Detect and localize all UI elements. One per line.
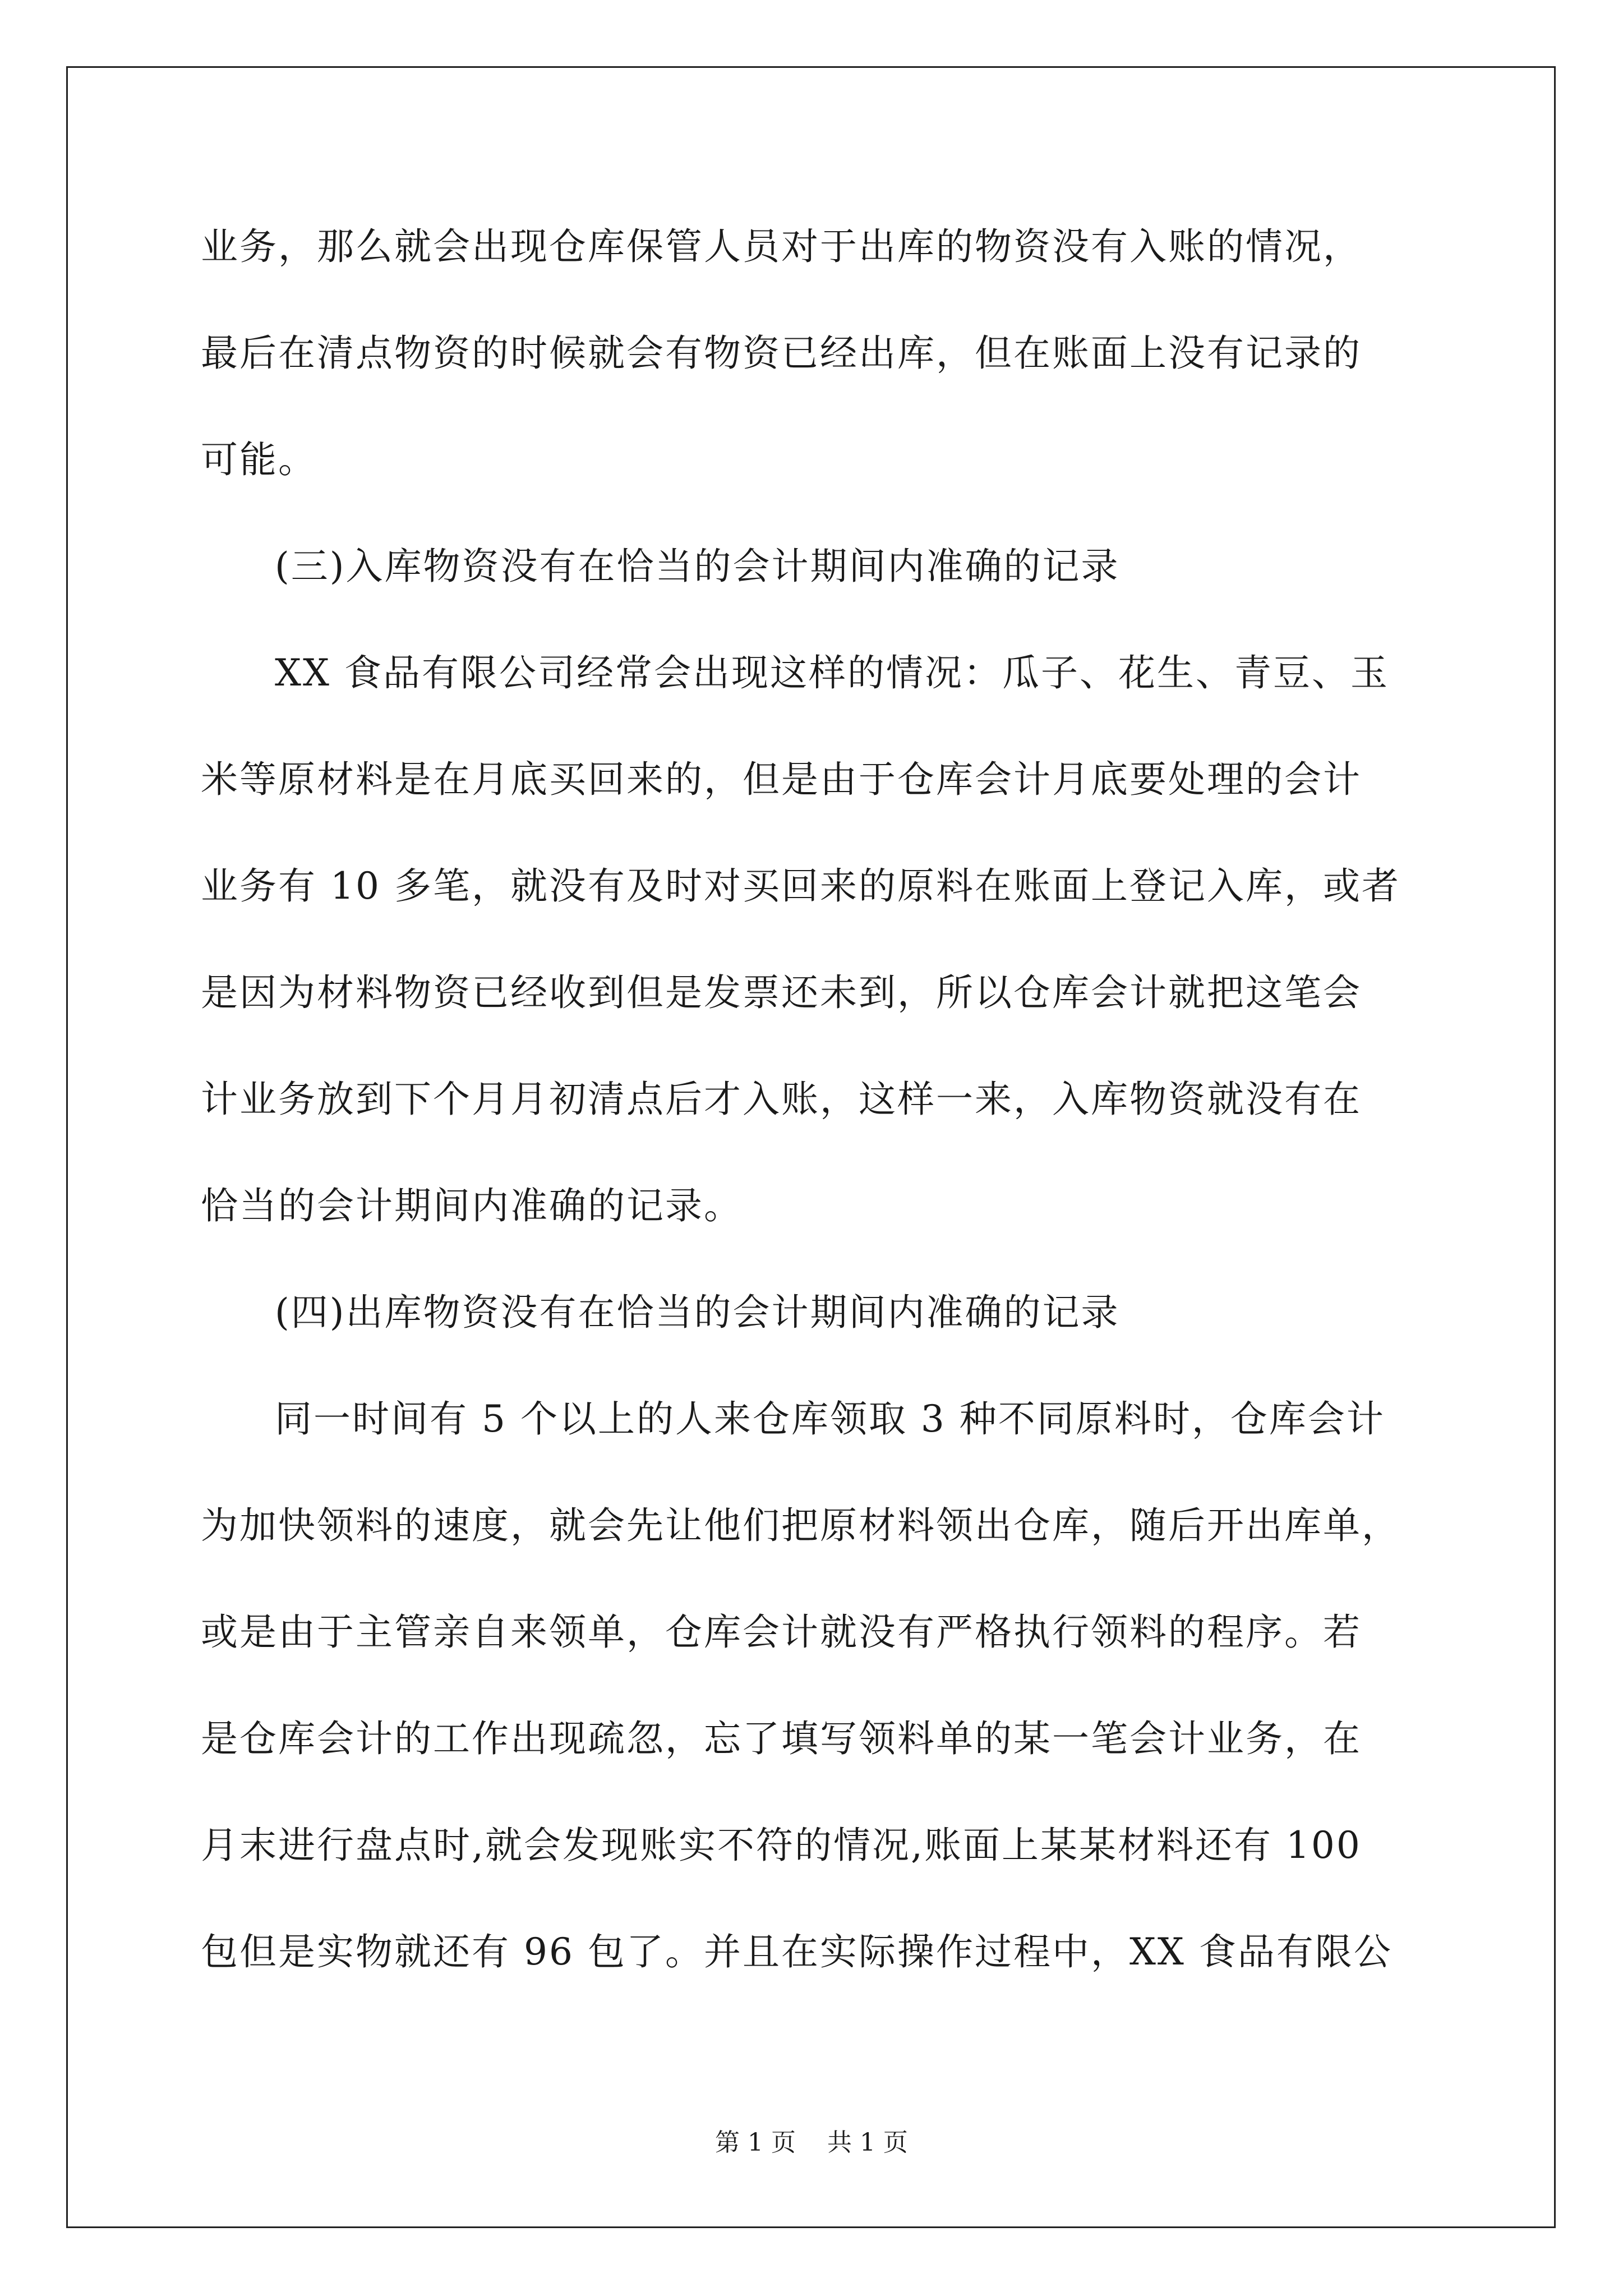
text-line: XX 食品有限公司经常会出现这样的情况：瓜子、花生、青豆、玉: [275, 651, 1389, 694]
text-line: 可能。: [201, 438, 317, 481]
text-line: 为加快领料的速度，就会先让他们把原材料领出仓库，随后开出库单，: [201, 1504, 1400, 1547]
text-line: 米等原材料是在月底买回来的，但是由于仓库会计月底要处理的会计: [201, 758, 1362, 801]
text-line: 是因为材料物资已经收到但是发票还未到，所以仓库会计就把这笔会: [201, 971, 1362, 1014]
text-line: 月末进行盘点时,就会发现账实不符的情况,账面上某某材料还有 100: [201, 1824, 1362, 1867]
text-line: 同一时间有 5 个以上的人来仓库领取 3 种不同原料时，仓库会计: [275, 1397, 1385, 1441]
text-line: 业务有 10 多笔，就没有及时对买回来的原料在账面上登记入库，或者: [201, 864, 1400, 908]
document-body: [201, 194, 1446, 2005]
section-heading: (四)出库物资没有在恰当的会计期间内准确的记录: [275, 1291, 1120, 1334]
text-line: 或是由于主管亲自来领单，仓库会计就没有严格执行领料的程序。若: [201, 1611, 1362, 1654]
text-line: 业务，那么就会出现仓库保管人员对于出库的物资没有入账的情况，: [201, 225, 1362, 268]
text-line: 恰当的会计期间内准确的记录。: [201, 1184, 743, 1227]
text-line: 包但是实物就还有 96 包了。并且在实际操作过程中，XX 食品有限公: [201, 1930, 1393, 1973]
text-line: 最后在清点物资的时候就会有物资已经出库，但在账面上没有记录的: [201, 332, 1362, 375]
section-heading: (三)入库物资没有在恰当的会计期间内准确的记录: [275, 545, 1120, 588]
text-line: 是仓库会计的工作出现疏忽，忘了填写领料单的某一笔会计业务，在: [201, 1717, 1362, 1760]
text-line: 计业务放到下个月月初清点后才入账，这样一来，入库物资就没有在: [201, 1078, 1362, 1121]
page-footer: 第 1 页 共 1 页: [715, 2128, 908, 2157]
